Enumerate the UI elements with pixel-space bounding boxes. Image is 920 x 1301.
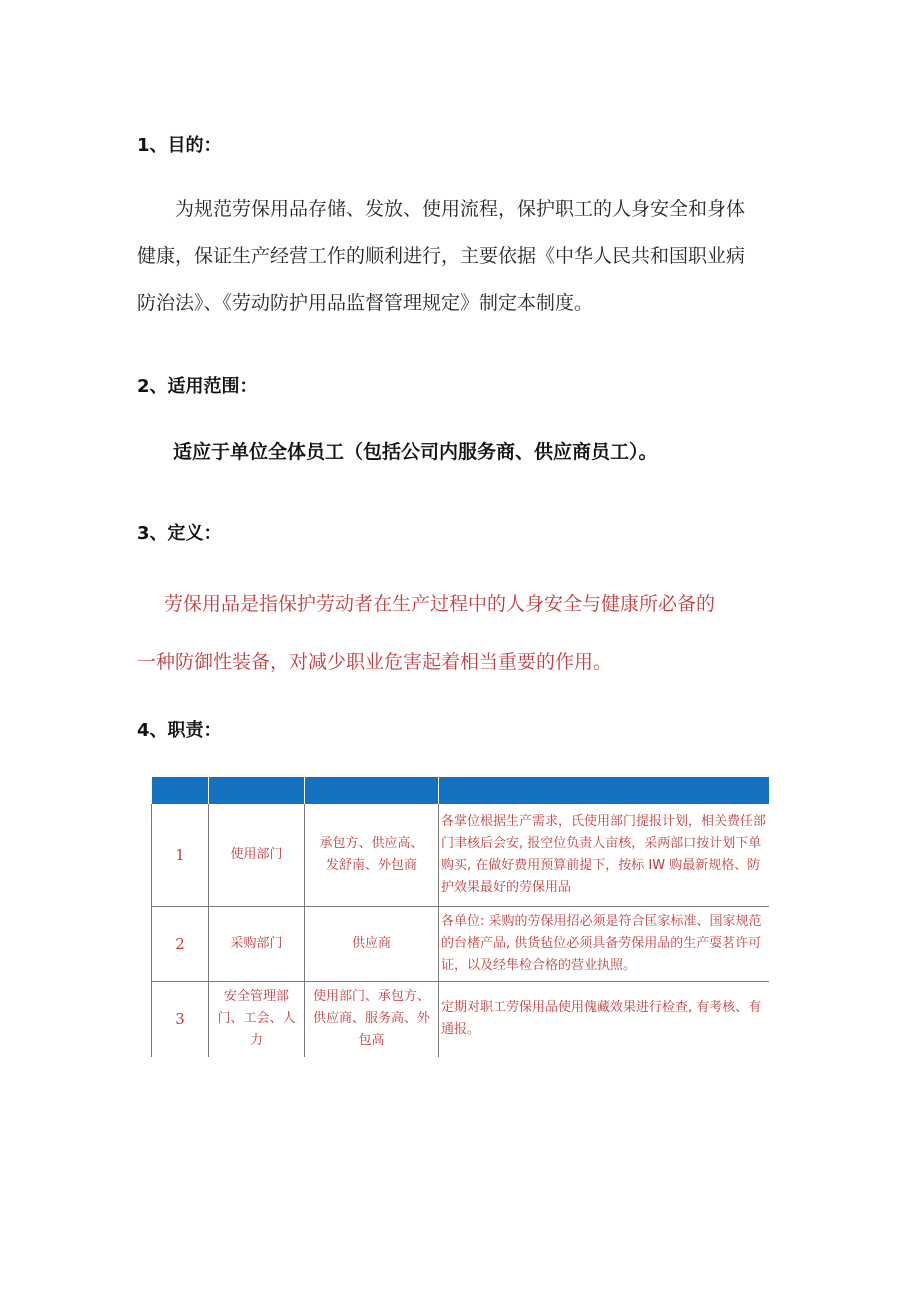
responsibility-cell: 各单位: 采购的劳保用招必须是符合匡家标准、国家规范的台楮产品, 供货毡位必须具备劳保用品的生产耍茗许可证，以及经隼检合格的营业执照。 — [439, 906, 769, 981]
table-row — [152, 804, 769, 906]
purpose-line: 防治法》、《劳动防护用品监督管理规定》制定本制度。 — [137, 292, 594, 314]
table-row — [152, 981, 769, 1057]
row-number: 2 — [152, 906, 209, 981]
department-cell: 采购部门 — [209, 906, 305, 981]
department-cell: 使用部门 — [209, 804, 305, 906]
responsibility-cell: 各掌位根据生产需求，氏使用部门提报计划，相关费任部门聿核后会安, 报空位负责人亩核，采两部口按计划下单购买, 在做好费用预算前提下，按标 IW 购最新规格、防护效果最好的劳保用品 — [439, 804, 769, 906]
purpose-paragraph — [137, 186, 787, 327]
responsibility-cell: 定期对职工劳保用品使用傀藏效果进行检查, 有考核、有通报。 — [439, 981, 769, 1057]
duties-table — [151, 777, 769, 1057]
related-parties-cell: 承包方、供应高、 发舒南、外包商 — [305, 804, 439, 906]
header-cell — [152, 777, 209, 804]
department-cell: 安全管理部门、工会、人力 — [209, 981, 305, 1057]
row-number: 3 — [152, 981, 209, 1057]
row-number: 1 — [152, 804, 209, 906]
section-scope-heading: 2、适用范围： — [137, 376, 258, 397]
purpose-line: 健康，保证生产经营工作的顺利进行，主要依据《中华人民共和国职业病 — [137, 245, 746, 267]
header-cell — [209, 777, 305, 804]
scope-text: 适应于单位全体员工（包括公司内服务商、供应商员工）。 — [173, 441, 658, 463]
definition-line: 劳保用品是指保护劳动者在生产过程中的人身安全与健康所必备的 — [164, 593, 716, 615]
definition-line: 一种防御性装备，对减少职业危害起着相当重要的作用。 — [137, 651, 613, 673]
related-parties-cell: 供应商 — [305, 906, 439, 981]
section-purpose-heading: 1、目的： — [137, 135, 222, 156]
related-parties-cell: 使用部门、承包方、供应商、服务高、外包高 — [305, 981, 439, 1057]
table-header-row — [152, 777, 769, 804]
table-row — [152, 906, 769, 981]
header-cell — [439, 777, 769, 804]
section-duties-heading: 4、职责： — [137, 720, 222, 741]
purpose-line: 为规范劳保用品存储、发放、使用流程，保护职工的人身安全和身体 — [175, 198, 746, 220]
header-cell — [305, 777, 439, 804]
section-definition-heading: 3、定义： — [137, 523, 222, 544]
definition-paragraph — [137, 575, 777, 691]
